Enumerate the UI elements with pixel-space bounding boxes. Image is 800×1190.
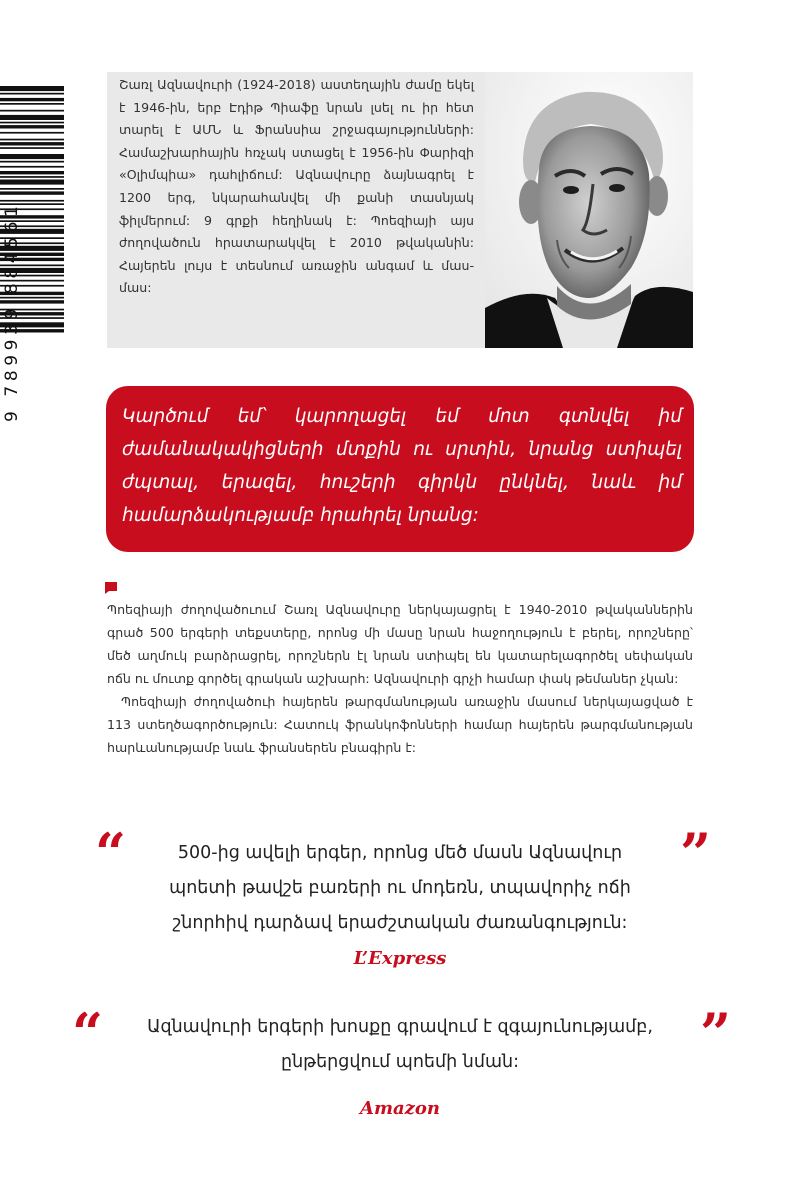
description-paragraph-2: Պոեզիայի ժողովածուի հայերեն թարգմանության առաջին մասում ներկայացված է 113 ստեղծագործություն: Հատուկ ֆրանկոֆոնների համար հայերեն թարգմանության հարևանությամբ նաև ֆրանսերեն բնագիրն է:: [107, 694, 693, 755]
barcode-bar: [0, 132, 64, 134]
close-quote-icon: ”: [680, 821, 712, 885]
barcode-bar: [0, 147, 64, 149]
barcode-bar: [0, 93, 64, 95]
open-quote-icon: “: [95, 821, 127, 885]
barcode-bar: [0, 125, 64, 128]
barcode-bar: [0, 142, 64, 145]
review-1-text: 500-ից ավելի երգեր, որոնց մեծ մասն Ազնավուր պոետի թավշե բառերի ու մոդեռն, տպավորիչ ոճի շնորհիվ դարձավ երաժշտական ժառանգություն:: [169, 843, 631, 933]
barcode-bar: [0, 103, 64, 105]
barcode-bar: [0, 154, 64, 159]
review-2-source: Amazon: [360, 1098, 440, 1119]
author-bio-text: Շառլ Ազնավուրի (1924-2018) աստեղային ժամը եկել է 1946-ին, երբ Էդիթ Պիաֆը նրան լսել ու իր հետ տարել է ԱՄՆ և Ֆրանսիա շրջագայությունների: Համաշխարհային հռչակ ստացել է 1956-ին Փարիզի «Օլիմպիա» դահլիճում: Ազնավուրը ձայնագրել է 1200 երգ, նկարահանվել մի քանի տասնյակ ֆիլմերում: 9 գրքի հեղինակ է: Պոեզիայի այս ժողովածուն հրատարակվել է 2010 թվականին: Հայերեն լույս է տեսնում առաջին անգամ և մաս-մաս:: [119, 77, 474, 296]
book-description: [107, 598, 693, 759]
description-paragraph-1: Պոեզիայի ժողովածուում Շառլ Ազնավուրը ներկայացրել է 1940-2010 թվականներին գրած 500 երգերի տեքստերը, որոնց մի մասը նրան հաջողություն է բերել, որոշները՝ մեծ աղմուկ բարձրացրել, որոշներն էլ նրան ստիպել են կատարելագործել սեփական ոճն ու մուտք գործել գրական աշխարհ: Ազնավուրի գրչի համար փակ թեմաներ չկան:: [107, 602, 693, 686]
open-quote-icon: “: [72, 1001, 104, 1065]
barcode-bar: [0, 110, 64, 112]
barcode-bar: [0, 86, 64, 91]
review-1-source: L’Express: [353, 948, 447, 969]
author-portrait: [485, 72, 693, 348]
author-quote-text: Կարծում եմ՝ կարողացել եմ մոտ գտնվել իմ ժամանակակիցների մտքին ու սրտին, նրանց ստիպել ժպտալ, երազել, հուշերի գիրկն ընկնել, նաև իմ համարձակությամբ հրահրել նրանց:: [122, 406, 682, 526]
barcode-bar: [0, 171, 64, 174]
barcode-bar: [0, 98, 64, 101]
barcode-bar: [0, 122, 64, 124]
review-2-text: Ազնավուրի երգերի խոսքը գրավում է զգայունությամբ, ընթերցվում պոեմի նման:: [147, 1017, 653, 1072]
barcode-bar: [0, 139, 64, 141]
section-marker-icon: [105, 582, 117, 594]
close-quote-icon: ”: [700, 1001, 732, 1065]
barcode-bar: [0, 115, 64, 120]
isbn-digits: 9 789939 884561: [2, 201, 22, 422]
barcode-bar: [0, 166, 64, 168]
barcode-bar: [0, 161, 64, 163]
portrait-illustration: [485, 72, 693, 348]
barcode-bar: [0, 176, 64, 178]
